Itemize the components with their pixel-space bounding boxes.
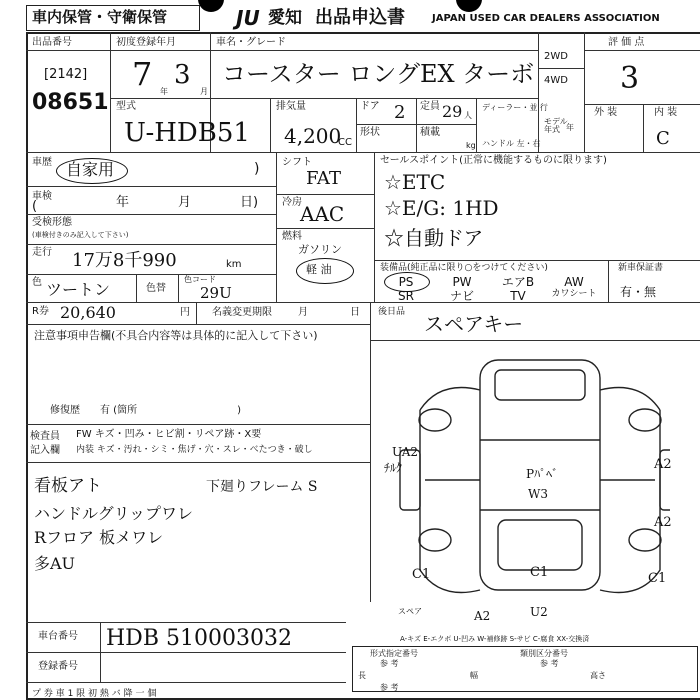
- shape-label: 形状: [360, 127, 380, 138]
- wd4-label: 4WD: [544, 75, 568, 86]
- equipment-item: PW: [452, 275, 472, 289]
- deadline-month: 月: [298, 307, 308, 318]
- equipment-item: TV: [510, 289, 526, 303]
- selling-point-3: ☆自動ドア: [384, 226, 484, 250]
- ju-logo: JU: [236, 6, 260, 30]
- shift-value: FAT: [306, 168, 341, 189]
- remark-3: Rフロア 板メワレ: [34, 528, 164, 547]
- diagram-c1-mid: C1: [530, 565, 549, 580]
- equipment-item: エアB: [501, 275, 535, 289]
- width-label: 幅: [470, 671, 478, 680]
- aircon-value: AAC: [300, 202, 345, 226]
- later-value: スペアキー: [424, 312, 524, 336]
- logo-region: 愛知: [268, 8, 302, 28]
- damage-legend: A-キズ E-エクボ U-凹み W-補修跡 S-サビ C-腐食 XX-交換済: [400, 635, 590, 643]
- inspector-label: 検査員 記入欄: [30, 431, 60, 456]
- equipment-item: カワシート: [551, 289, 597, 299]
- diagram-spare: スペア: [398, 607, 422, 616]
- chassis-value: HDB 510003032: [106, 626, 292, 651]
- ps-circle: [384, 272, 430, 292]
- model-label: 型式: [116, 101, 136, 112]
- model-year-label: モデル 年式: [544, 117, 568, 134]
- deadline-label: 名義変更期限: [212, 307, 272, 318]
- lot-number-value: 08651: [32, 90, 109, 115]
- color-label: 色: [32, 277, 42, 288]
- new-warranty-value: 有・無: [620, 285, 657, 299]
- displacement-value: 4,200: [284, 124, 342, 148]
- diagram-ua2b: ﾁﾙｸ: [384, 461, 403, 475]
- equipment-item: SR: [398, 289, 414, 303]
- height-label: 高さ: [590, 671, 606, 680]
- hole-punch-right: [456, 0, 482, 12]
- doors-value: 2: [394, 102, 406, 123]
- reg-no-label: 登録番号: [38, 661, 78, 672]
- capacity-value: 29: [442, 102, 463, 121]
- inspection-day: 日): [240, 195, 259, 210]
- equipment-item: PS: [398, 275, 414, 289]
- usage-value: 自家用: [66, 160, 115, 179]
- remark-1b: 下廻りフレーム S: [206, 479, 318, 495]
- hole-punch-left: [198, 0, 224, 12]
- equipment-label: 装備品(純正品に限り○をつけてください): [380, 263, 548, 273]
- yen-label: 円: [180, 307, 190, 318]
- car-name-value: コースター ロングEX ターボ: [222, 60, 535, 88]
- deadline-day: 日: [350, 307, 360, 318]
- fuel-gas: ガソリン: [298, 243, 342, 256]
- form-reg-label: 形式指定番号: [370, 649, 418, 658]
- lot-number-label: 出品番号: [32, 37, 72, 48]
- exterior-label: 外 装: [594, 107, 618, 118]
- remark-1: 看板アト: [34, 476, 102, 496]
- color-code-value: 29U: [200, 284, 232, 302]
- inspection-label: 車検: [32, 191, 52, 202]
- diagram-c1-left: C1: [412, 567, 431, 582]
- model-value: U-HDB51: [124, 118, 250, 148]
- later-label: 後日品: [378, 307, 406, 317]
- load-label: 積載: [420, 127, 440, 138]
- diagram-u2: U2: [530, 605, 548, 619]
- fw-row: FW キズ・凹み・ヒビ割・リペア跡・X要: [76, 429, 262, 440]
- mileage-label: 走行: [32, 247, 52, 258]
- interior-row: 内装 キズ・汚れ・シミ・焦げ・穴・スレ・べたつき・破し: [76, 445, 313, 455]
- receipt-label: 受検形態: [32, 217, 72, 228]
- doors-label: ドア: [360, 101, 380, 112]
- bottom-row: プ 券 車 1 限 初 熱 バ 降 一 個: [32, 689, 157, 699]
- ref-label-1: 参 考: [380, 659, 399, 668]
- year-unit: 年: [566, 123, 574, 132]
- inspection-year: 年: [116, 195, 130, 210]
- capacity-unit: 人: [464, 111, 472, 120]
- repair-history: 修復歴 有 (箇所 ): [50, 405, 241, 416]
- lot-prefix: [2142]: [44, 67, 88, 82]
- displacement-unit: CC: [338, 137, 352, 148]
- diagram-a2-lower: A2: [654, 515, 672, 530]
- displacement-label: 排気量: [276, 101, 306, 112]
- equipment-item: AW: [564, 275, 584, 289]
- usage-label: 車歴: [32, 157, 52, 168]
- reg-year-value: 7: [132, 55, 153, 93]
- mileage-value: 17万8千990: [72, 250, 177, 271]
- shift-label: シフト: [282, 157, 312, 168]
- color-change-label: 色替: [146, 283, 166, 294]
- new-warranty-label: 新車保証書: [618, 263, 664, 273]
- color-code-label: 色コード: [184, 275, 216, 284]
- dealer-label: ディーラー・並 行: [482, 103, 548, 112]
- chassis-label: 車台番号: [38, 631, 78, 642]
- recycle-value: 20,640: [60, 303, 116, 322]
- selling-point-2: ☆E/G: 1HD: [384, 196, 499, 220]
- wd2-label: 2WD: [544, 51, 568, 62]
- km-unit: km: [226, 259, 242, 270]
- aircon-label: 冷房: [282, 197, 302, 208]
- interior-grade-value: C: [656, 128, 670, 149]
- remark-2: ハンドルグリップワレ: [34, 504, 194, 523]
- reg-month-value: 3: [174, 60, 191, 90]
- selling-points-label: セールスポイント(正常に機能するものに限ります): [380, 155, 607, 166]
- recycle-label: R券: [32, 306, 49, 317]
- ref-label-2: 参 考: [540, 659, 559, 668]
- diagram-a2-bottom: A2: [474, 609, 491, 623]
- selling-point-1: ☆ETC: [384, 170, 446, 194]
- length-label: 長: [358, 671, 366, 680]
- association-name: JAPAN USED CAR DEALERS ASSOCIATION: [432, 13, 660, 24]
- fuel-diesel: 軽 油: [306, 263, 332, 276]
- car-name-label: 車名・グレード: [216, 37, 286, 48]
- ref-label-3: 参 考: [380, 683, 399, 692]
- score-value: 3: [620, 61, 640, 96]
- year-mark: 年: [160, 87, 168, 96]
- form-title: 出品申込書: [315, 7, 405, 28]
- diagram-c1-right: C1: [648, 571, 667, 586]
- class-no-label: 類別区分番号: [520, 649, 568, 658]
- storage-label: 車内保管・守衛保管: [32, 8, 168, 26]
- score-label: 評 価 点: [608, 37, 645, 48]
- diagram-w3: W3: [528, 487, 548, 501]
- receipt-note: (車検付きのみ記入して下さい): [32, 231, 129, 239]
- equipment-item: ナビ: [449, 289, 474, 303]
- fuel-label: 燃料: [282, 231, 302, 242]
- usage-paren: ): [254, 161, 260, 177]
- month-mark: 月: [200, 87, 208, 96]
- inspection-paren: (: [32, 199, 38, 214]
- kg-label: kg: [466, 141, 476, 150]
- inspection-month: 月: [178, 195, 192, 210]
- handle-label: ハンドル 左・右: [482, 139, 541, 148]
- diagram-ua2: UA2: [392, 445, 419, 459]
- capacity-label: 定員: [420, 101, 440, 112]
- first-reg-label: 初度登録年月: [116, 37, 176, 48]
- remark-4: 多AU: [34, 554, 76, 573]
- diagram-a2-upper: A2: [654, 457, 672, 472]
- interior-label: 内 装: [654, 107, 678, 118]
- remarks-label: 注意事項申告欄(不具合内容等は具体的に記入して下さい): [34, 329, 318, 342]
- diagram-panel: Pﾊﾟﾍﾞ: [526, 467, 559, 481]
- color-value: ツートン: [46, 280, 111, 299]
